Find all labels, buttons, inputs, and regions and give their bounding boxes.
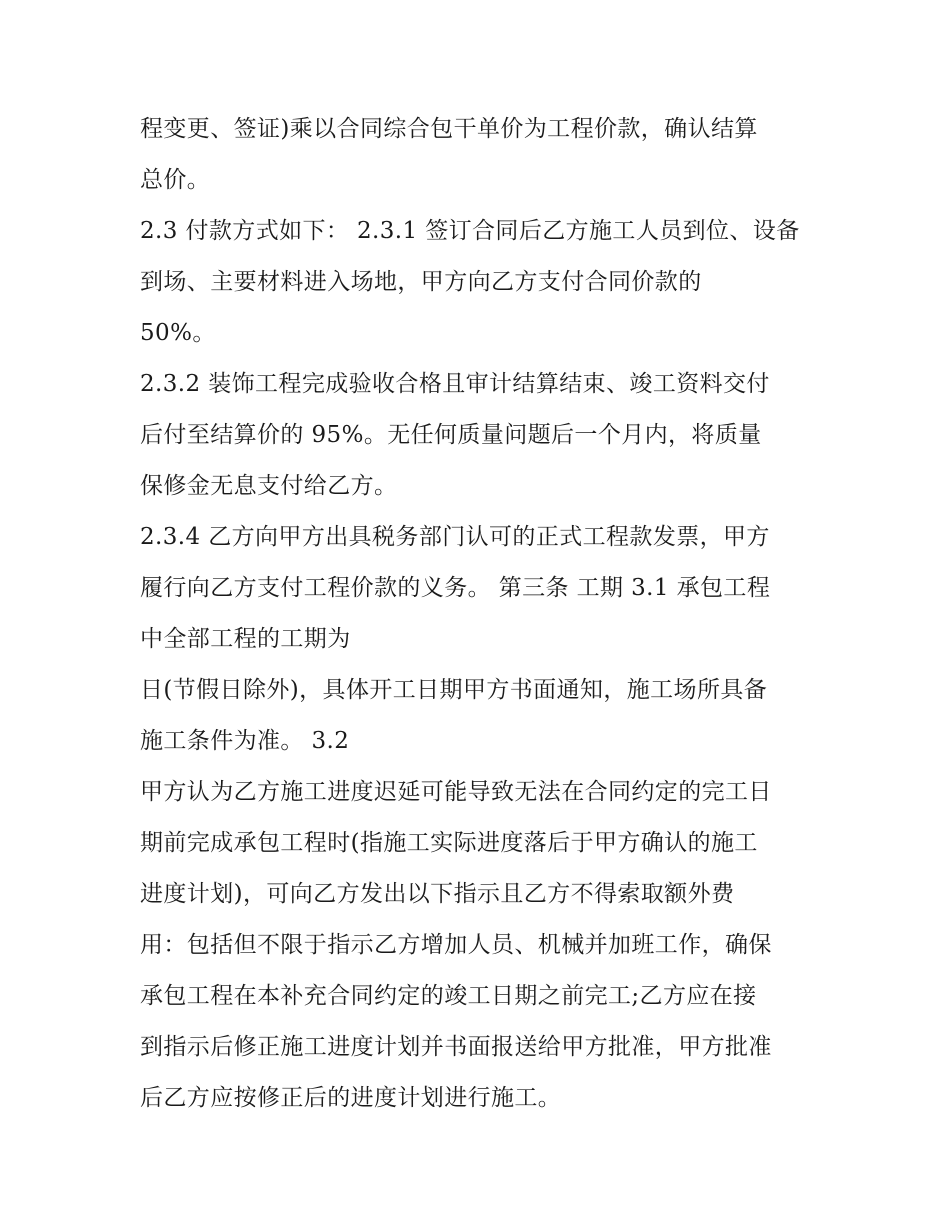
text-line: 程变更、签证)乘以合同综合包干单价为工程价款，确认结算 (140, 116, 758, 142)
text-line: 到场、主要材料进入场地，甲方向乙方支付合同价款的 (140, 269, 702, 295)
text-line: 履行向乙方支付工程价款的义务。 第三条 工期 3.1 承包工程 (140, 575, 771, 601)
text-line: 总价。 (140, 167, 211, 193)
text-line: 承包工程在本补充合同约定的竣工日期之前完工;乙方应在接 (140, 983, 757, 1009)
text-line: 50%。 (140, 320, 216, 346)
text-line: 施工条件为准。 3.2 (140, 728, 350, 754)
text-line: 进度计划)，可向乙方发出以下指示且乙方不得索取额外费 (140, 881, 735, 907)
text-line: 后乙方应按修正后的进度计划进行施工。 (140, 1085, 562, 1111)
text-line: 用：包括但不限于指示乙方增加人员、机械并加班工作，确保 (140, 932, 772, 958)
text-line: 日(节假日除外)，具体开工日期甲方书面通知，施工场所具备 (140, 677, 768, 703)
text-line: 中全部工程的工期为 (140, 626, 351, 652)
text-line: 期前完成承包工程时(指施工实际进度落后于甲方确认的施工 (140, 830, 758, 856)
text-line: 2.3.2 装饰工程完成验收合格且审计结算结束、竣工资料交付 (140, 371, 770, 397)
text-line: 2.3.4 乙方向甲方出具税务部门认可的正式工程款发票，甲方 (140, 524, 770, 550)
text-line: 保修金无息支付给乙方。 (140, 473, 398, 499)
text-line: 后付至结算价的 95%。无任何质量问题后一个月内，将质量 (140, 422, 762, 448)
contract-text-body (140, 104, 830, 1124)
text-line: 到指示后修正施工进度计划并书面报送给甲方批准，甲方批准 (140, 1034, 772, 1060)
text-line: 甲方认为乙方施工进度迟延可能导致无法在合同约定的完工日 (140, 779, 772, 805)
text-line: 2.3 付款方式如下： 2.3.1 签订合同后乙方施工人员到位、设备 (140, 218, 800, 244)
